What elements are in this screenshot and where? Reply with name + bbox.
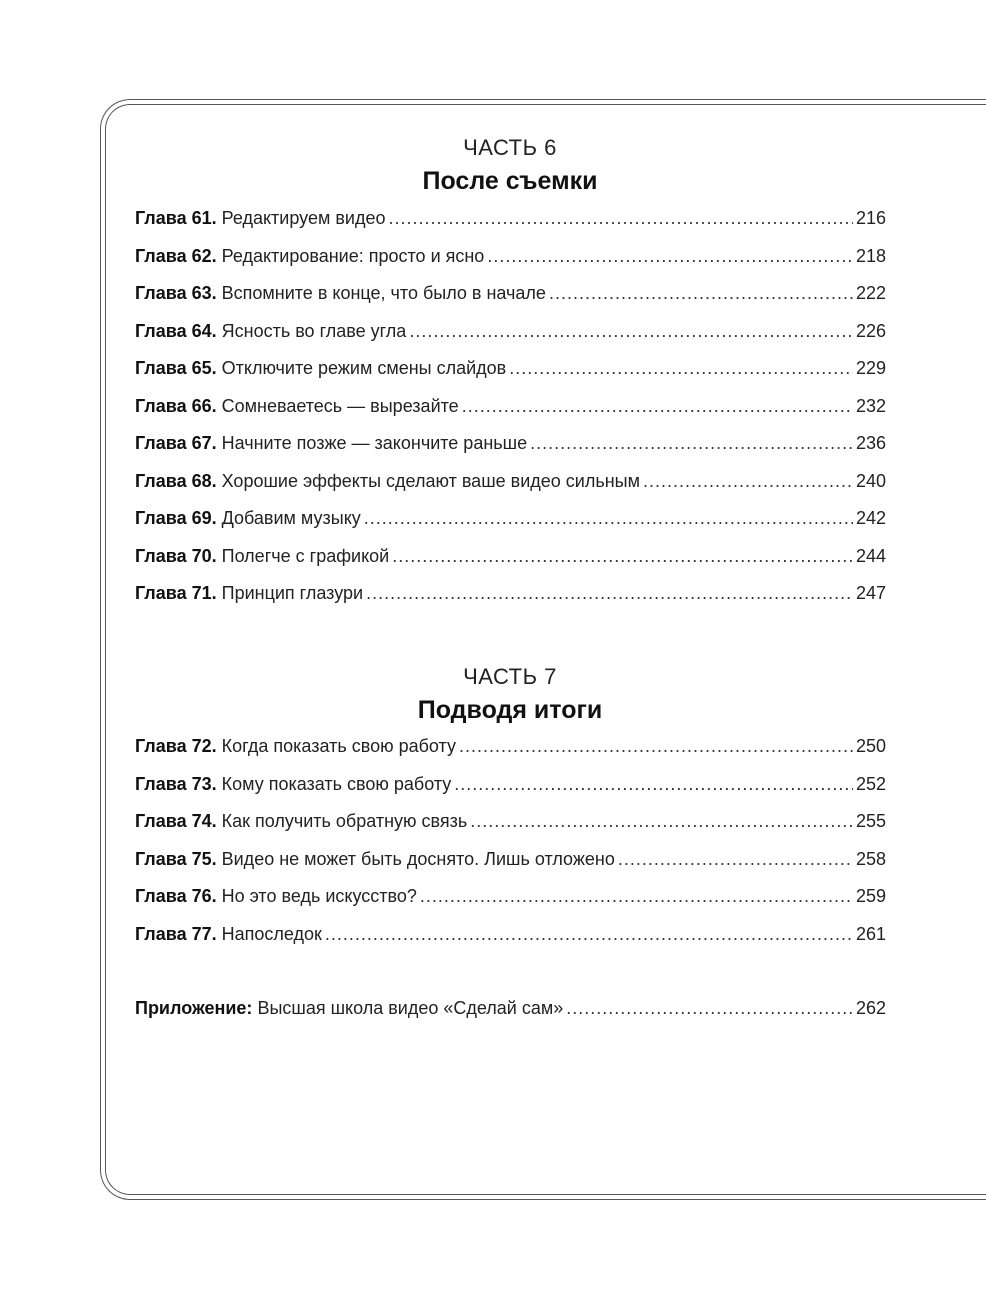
page-number: 259 — [855, 886, 886, 906]
chapter-label: Глава 66. — [135, 395, 217, 416]
part-7-toc-list — [135, 736, 886, 961]
dot-leader — [420, 886, 853, 907]
page-number: 247 — [855, 583, 886, 603]
toc-entry-chapter-64[interactable] — [135, 321, 886, 359]
toc-entry-chapter-73[interactable] — [135, 774, 886, 812]
chapter-label: Глава 67. — [135, 433, 217, 453]
page-number: 218 — [855, 245, 886, 266]
toc-entry-chapter-68[interactable] — [135, 471, 886, 509]
page-number: 222 — [855, 283, 886, 303]
dot-leader — [470, 811, 853, 832]
dot-leader — [454, 774, 853, 795]
toc-entry-chapter-77[interactable] — [135, 924, 886, 962]
part-6-label: ЧАСТЬ 6 — [463, 135, 557, 160]
chapter-label: Глава 74. — [135, 811, 217, 831]
chapter-label: Глава 65. — [135, 358, 217, 378]
page-number: 216 — [855, 208, 886, 228]
toc-entry-chapter-71[interactable] — [135, 583, 886, 621]
dot-leader — [462, 396, 853, 417]
toc-entry-chapter-67[interactable] — [135, 433, 886, 471]
page-number: 226 — [855, 320, 886, 341]
toc-entry-chapter-63[interactable] — [135, 283, 886, 321]
toc-entry-chapter-76[interactable] — [135, 886, 886, 924]
chapter-title: Хорошие эффекты сделают ваше видео сильным — [221, 470, 640, 491]
page-number: 229 — [855, 358, 886, 378]
chapter-title: Редактируем видео — [221, 208, 386, 228]
chapter-title: Кому показать свою работу — [221, 773, 452, 794]
part-7-title: Подводя итоги — [417, 696, 603, 724]
dot-leader — [643, 471, 853, 492]
page-number: 240 — [855, 470, 886, 491]
chapter-title: Полегче с графикой — [221, 545, 390, 566]
dot-leader — [530, 433, 853, 454]
toc-entry-chapter-72[interactable] — [135, 736, 886, 774]
dot-leader — [409, 321, 853, 342]
chapter-label: Глава 69. — [135, 508, 217, 528]
dot-leader — [618, 849, 853, 870]
dot-leader — [388, 208, 852, 229]
dot-leader — [325, 924, 853, 945]
page-number: 236 — [855, 433, 886, 453]
chapter-title: Напоследок — [221, 923, 322, 944]
chapter-title: Сомневаетесь — вырезайте — [221, 395, 459, 416]
chapter-label: Глава 75. — [135, 848, 217, 869]
chapter-title: Когда показать свою работу — [221, 736, 456, 756]
dot-leader — [487, 246, 853, 267]
page-number: 232 — [855, 395, 886, 416]
chapter-title: Редактирование: просто и ясно — [221, 245, 485, 266]
chapter-label: Глава 76. — [135, 886, 217, 906]
toc-entry-chapter-69[interactable] — [135, 508, 886, 546]
page-number: 242 — [855, 508, 886, 528]
chapter-title: Ясность во главе угла — [221, 320, 407, 341]
chapter-title: Видео не может быть доснято. Лишь отложено — [221, 848, 615, 869]
chapter-title: Добавим музыку — [221, 508, 361, 528]
part-6-title: После съемки — [422, 167, 598, 195]
chapter-title: Начните позже — закончите раньше — [221, 433, 528, 453]
chapter-label: Глава 63. — [135, 283, 217, 303]
chapter-label: Глава 68. — [135, 470, 217, 491]
toc-entry-chapter-66[interactable] — [135, 396, 886, 434]
chapter-label: Глава 62. — [135, 245, 217, 266]
dot-leader — [392, 546, 853, 567]
chapter-title: Отключите режим смены слайдов — [221, 358, 507, 378]
dot-leader — [364, 508, 853, 529]
dot-leader — [366, 583, 853, 604]
page-number: 252 — [855, 773, 886, 794]
chapter-title: Но это ведь искусство? — [221, 886, 417, 906]
chapter-title: Принцип глазури — [221, 583, 364, 603]
page-number: 261 — [855, 923, 886, 944]
chapter-label: Глава 70. — [135, 545, 217, 566]
chapter-title: Как получить обратную связь — [221, 811, 468, 831]
chapter-label: Глава 77. — [135, 923, 217, 944]
toc-entry-chapter-75[interactable] — [135, 849, 886, 887]
dot-leader — [549, 283, 853, 304]
chapter-label: Глава 73. — [135, 773, 217, 794]
page-number: 244 — [855, 545, 886, 566]
toc-entry-chapter-70[interactable] — [135, 546, 886, 584]
toc-entry-chapter-65[interactable] — [135, 358, 886, 396]
dot-leader — [566, 998, 853, 1019]
dot-leader — [509, 358, 853, 379]
chapter-title: Вспомните в конце, что было в начале — [221, 283, 546, 303]
chapter-label: Глава 64. — [135, 320, 217, 341]
dot-leader — [459, 736, 853, 757]
chapter-label: Глава 72. — [135, 736, 217, 756]
toc-entry-chapter-74[interactable] — [135, 811, 886, 849]
page-number: 250 — [855, 736, 886, 756]
toc-entry-appendix[interactable] — [135, 998, 886, 1036]
part-6-toc-list — [135, 208, 886, 621]
page-number: 262 — [855, 998, 886, 1018]
toc-entry-chapter-61[interactable] — [135, 208, 886, 246]
chapter-label: Глава 71. — [135, 583, 217, 603]
chapter-label: Глава 61. — [135, 208, 217, 228]
appendix-toc-list — [135, 998, 886, 1036]
toc-entry-chapter-62[interactable] — [135, 246, 886, 284]
appendix-label: Приложение: — [135, 998, 253, 1018]
page-number: 255 — [855, 811, 886, 831]
page-number: 258 — [855, 848, 886, 869]
part-7-label: ЧАСТЬ 7 — [463, 664, 557, 689]
appendix-title: Высшая школа видео «Сделай сам» — [257, 998, 564, 1018]
